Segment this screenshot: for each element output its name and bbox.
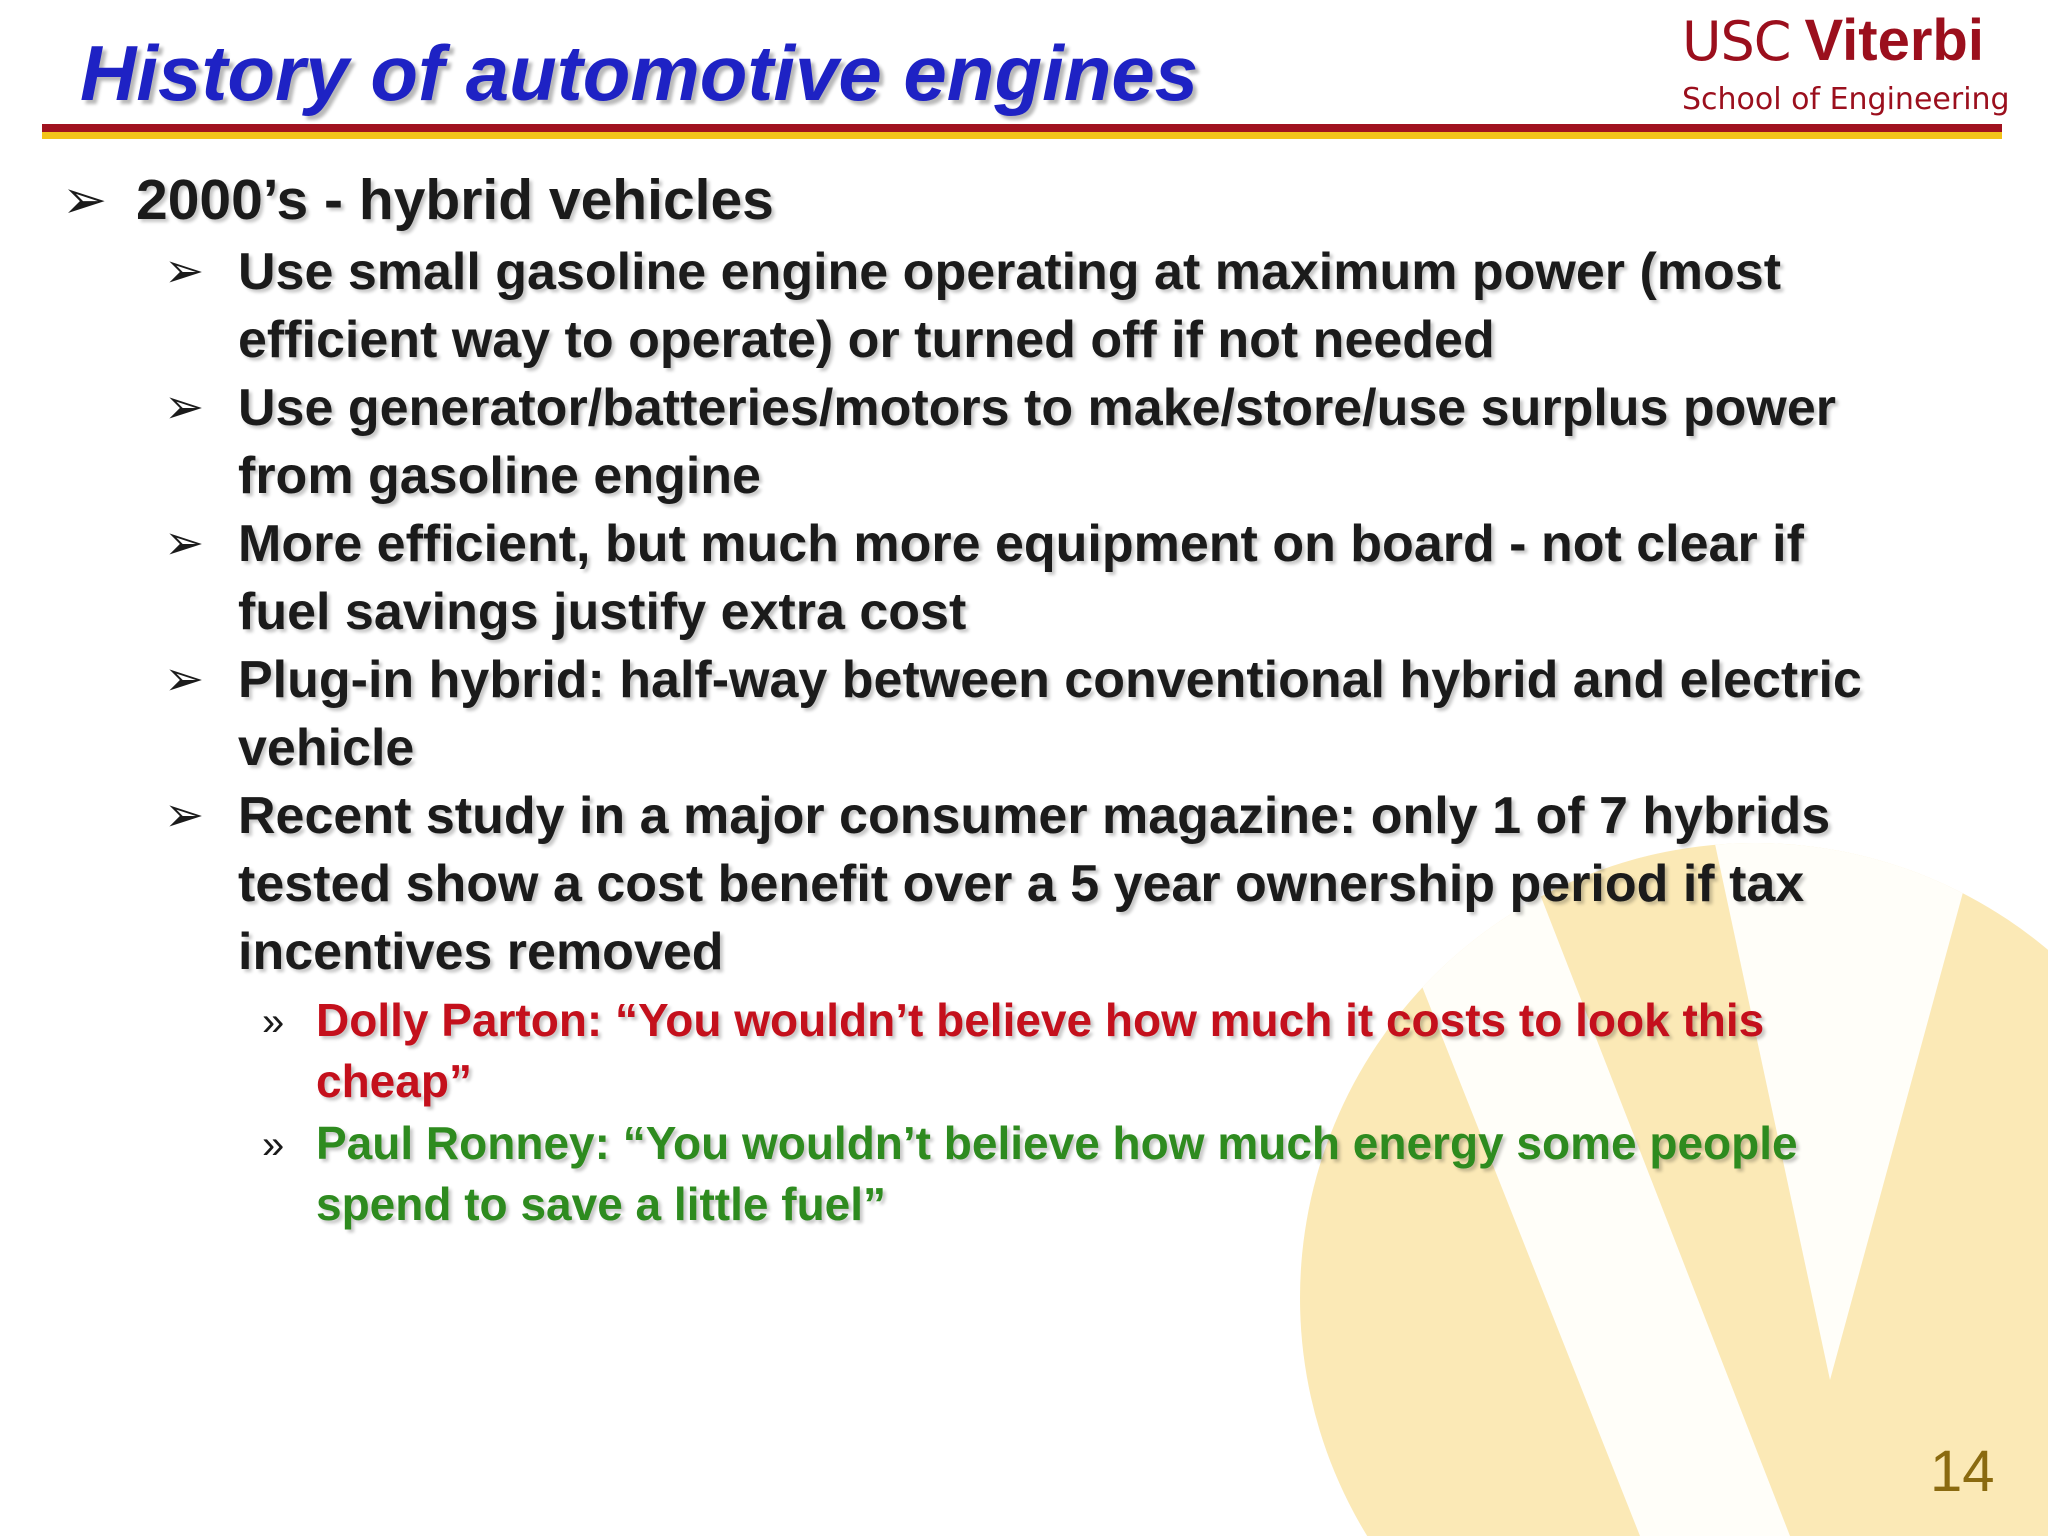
raquo-bullet-icon: »	[262, 1123, 285, 1167]
bullet-level2	[164, 646, 1904, 782]
logo-school-text: School of Engineering	[1682, 82, 2010, 117]
arrow-bullet-icon: ➢	[62, 170, 108, 230]
bullet-level2	[164, 782, 1904, 986]
bullet-text: More efficient, but much more equipment on board - not clear if fuel savings justify extra cost	[238, 515, 1804, 641]
arrow-bullet-icon: ➢	[164, 245, 205, 298]
bullet-level2	[164, 238, 1904, 374]
bullet-text: 2000’s - hybrid vehicles	[136, 168, 774, 232]
quote-bullet-ronney	[262, 1113, 1862, 1235]
arrow-bullet-icon: ➢	[164, 789, 205, 842]
bullet-text: Plug-in hybrid: half-way between conventional hybrid and electric vehicle	[238, 651, 1862, 777]
bullet-level1	[62, 166, 774, 234]
bullet-level2	[164, 374, 1904, 510]
arrow-bullet-icon: ➢	[164, 653, 205, 706]
quote-text: Paul Ronney: “You wouldn’t believe how much energy some people spend to save a little fuel”	[316, 1117, 1798, 1230]
raquo-bullet-icon: »	[262, 1000, 285, 1044]
bullet-text: Use small gasoline engine operating at maximum power (most efficient way to operate) or turned off if not needed	[238, 243, 1782, 369]
arrow-bullet-icon: ➢	[164, 517, 205, 570]
bullet-text: Recent study in a major consumer magazine: only 1 of 7 hybrids tested show a cost benefit over a 5 year ownership period if tax incentives removed	[238, 787, 1831, 981]
logo-viterbi-text: Viterbi	[1804, 8, 1984, 73]
bullet-level2	[164, 510, 1904, 646]
quote-text: Dolly Parton: “You wouldn’t believe how much it costs to look this cheap”	[316, 994, 1765, 1107]
arrow-bullet-icon: ➢	[164, 381, 205, 434]
slide-title: History of automotive engines	[80, 29, 1199, 117]
logo-usc-text: USC	[1682, 10, 1791, 73]
quote-bullet-dolly	[262, 990, 1862, 1112]
bullet-text: Use generator/batteries/motors to make/store/use surplus power from gasoline engine	[238, 379, 1837, 505]
page-number: 14	[1930, 1439, 1995, 1504]
